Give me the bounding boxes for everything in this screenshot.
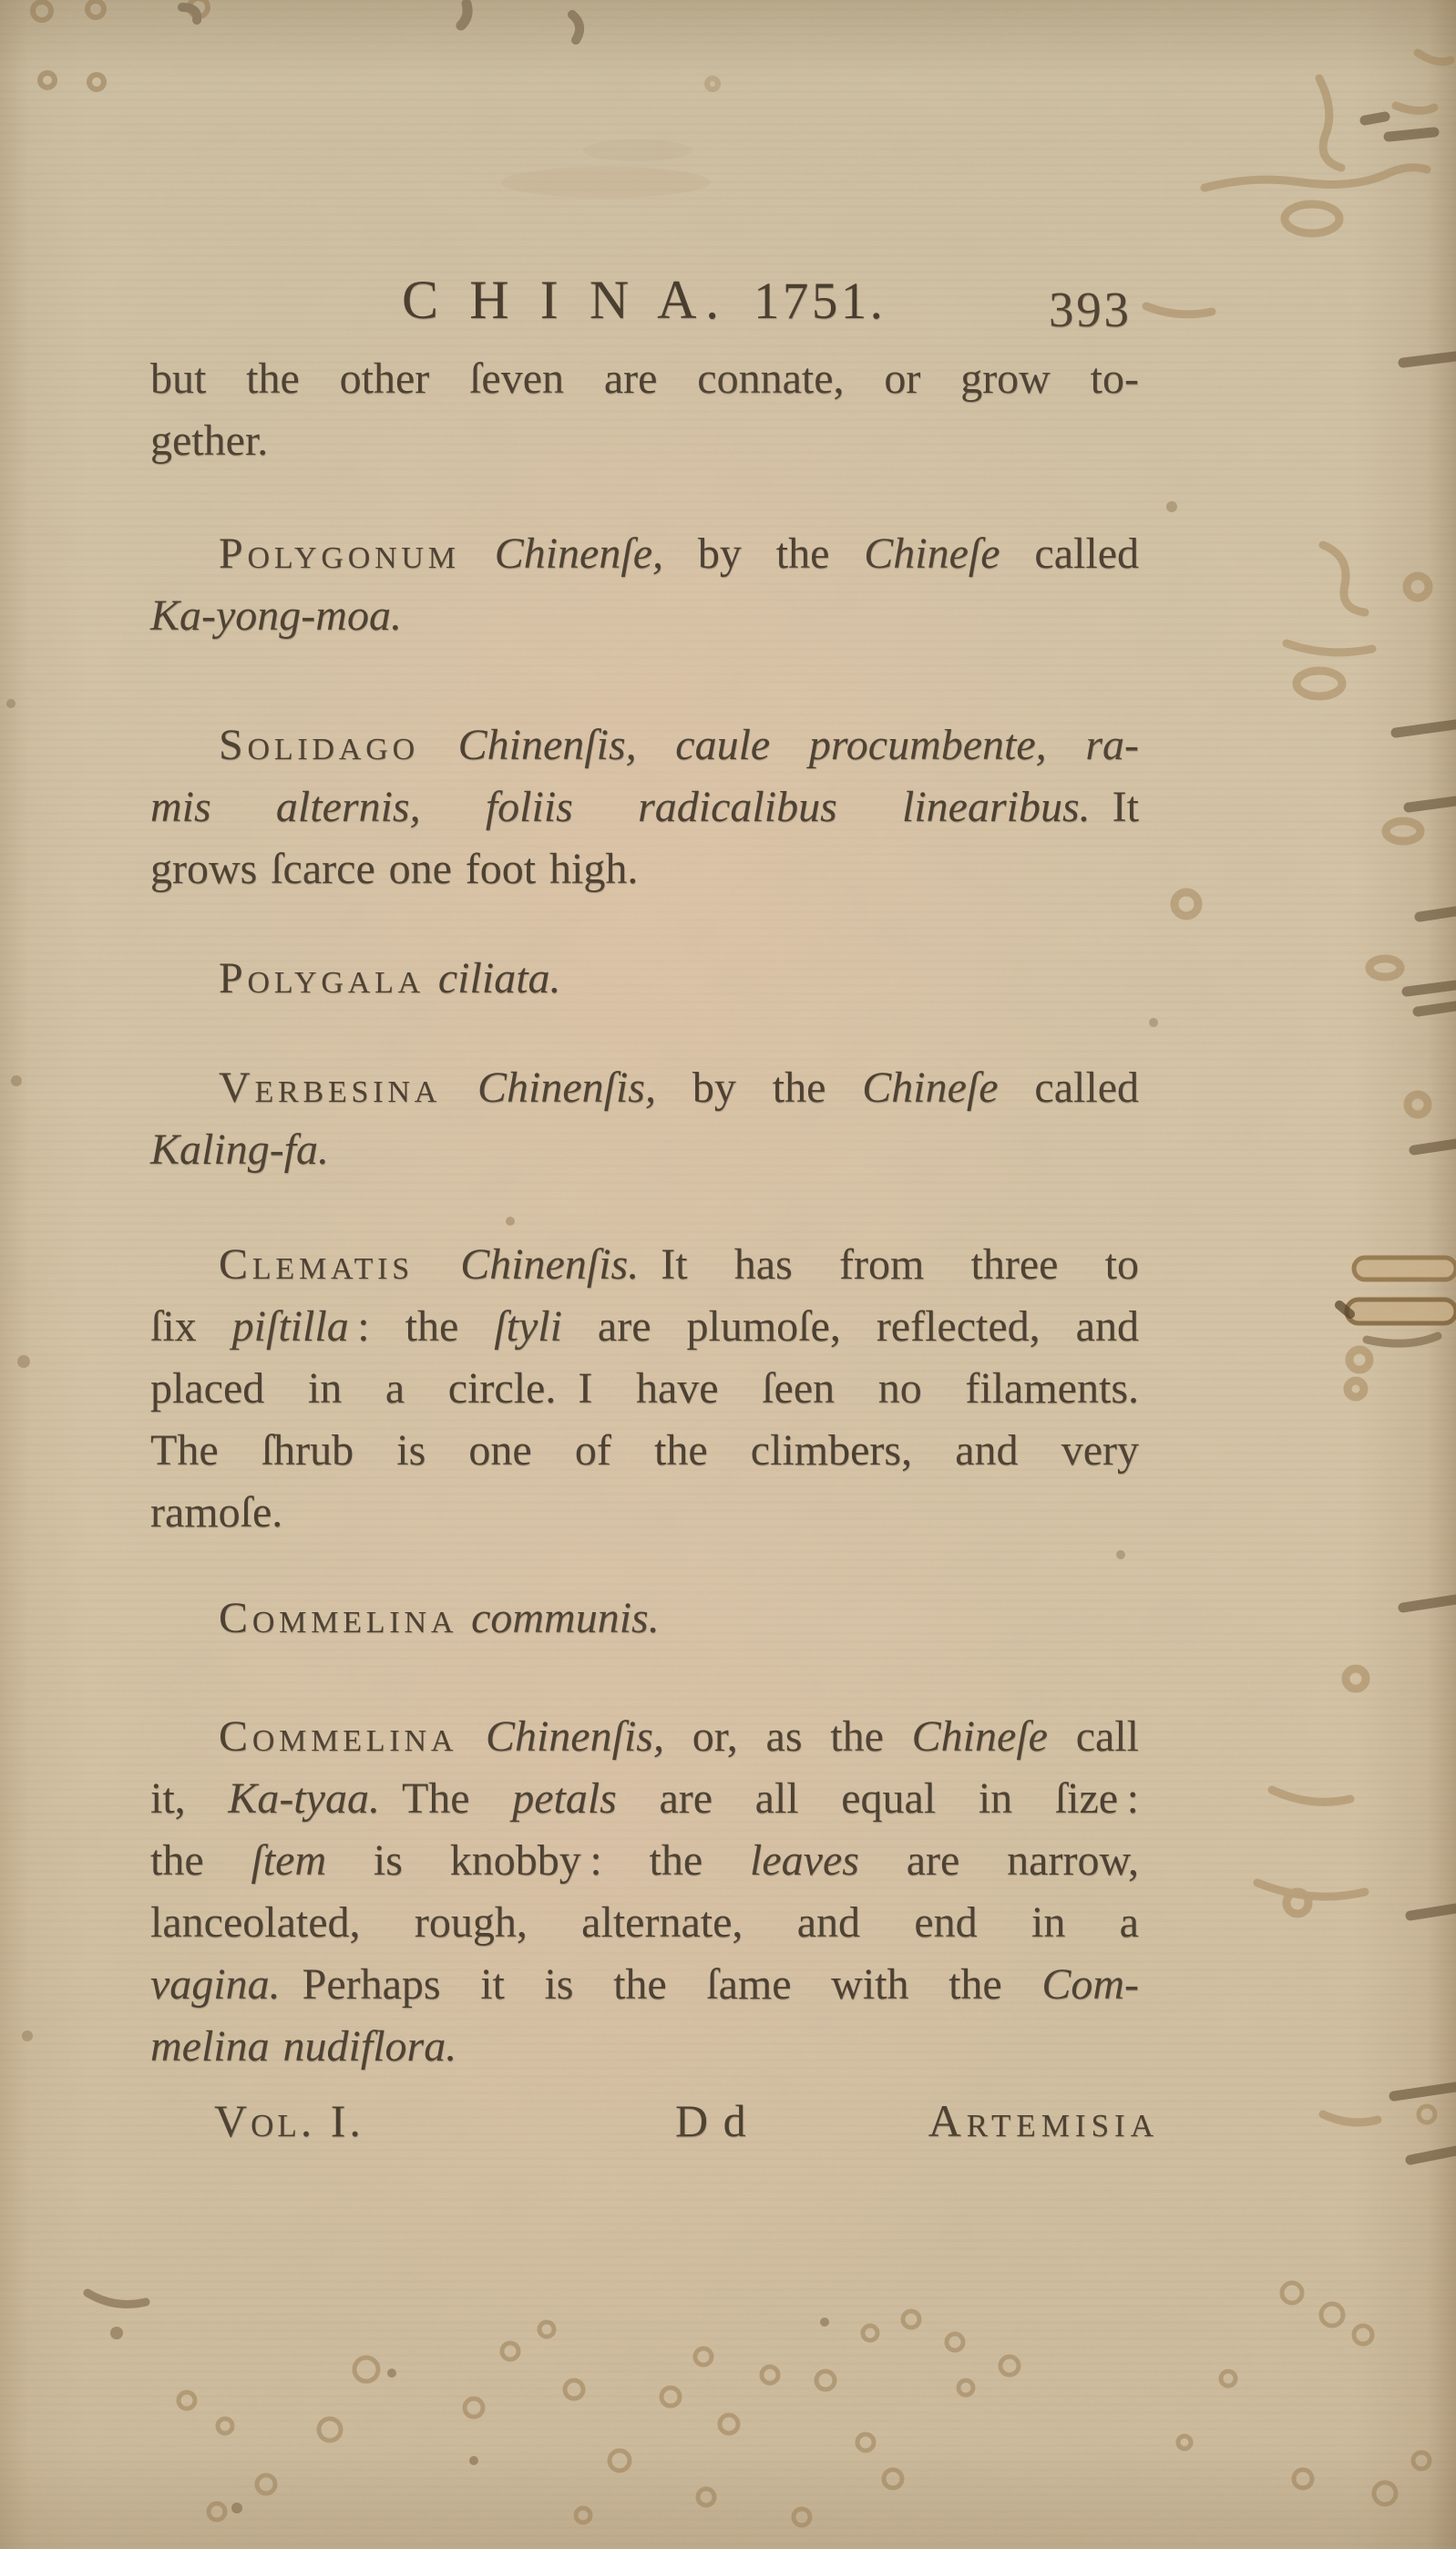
paragraph-solidago [150,714,1139,900]
text-segment: ſtyli [494,1302,562,1351]
text-line [150,1296,1139,1358]
text-segment: ramoſe. [150,1488,283,1537]
text-segment: are all equal in ſize : [616,1774,1139,1823]
bottom-droplet-stains [179,2106,1435,2525]
paragraph-connate [150,348,1139,472]
text-segment: communis. [457,1594,660,1642]
text-line [150,1119,1139,1181]
catchword: Artemisia [928,2095,1159,2146]
text-segment: The ſhrub is one of the climbers, and very [150,1426,1139,1475]
genus-name: Commelina [219,1594,458,1642]
text-segment: : the [348,1302,495,1351]
text-line [150,714,1139,776]
text-line [150,838,1139,900]
text-segment: Kaling-fa. [150,1125,330,1174]
running-title: C H I N A. [402,270,728,330]
text-segment: mis alternis, foliis radicalibus linearibus. [150,783,1091,831]
text-segment: call [1047,1712,1139,1761]
text-line [150,348,1139,410]
text-segment: leaves [750,1836,859,1885]
text-segment: Chinenſis. [413,1240,640,1289]
text-line [150,948,1139,1010]
text-segment: Chineſe [862,1064,999,1112]
text-line [150,1892,1139,1954]
text-segment: Chineſe [911,1712,1048,1761]
text-line [150,1588,1139,1650]
paragraph-polygala [150,948,1139,1010]
paragraph-verbesina [150,1057,1139,1181]
text-segment: Chinenſis, [441,1064,656,1112]
text-segment: but the other ſeven are connate, or grow to- [150,355,1139,403]
text-line [150,523,1139,585]
genus-name: Solidago [219,721,419,769]
text-segment: lanceolated, rough, alternate, and end in a [150,1898,1139,1947]
text-segment: called [998,1064,1140,1112]
text-segment: or, as the [663,1712,912,1761]
genus-name: Verbesina [219,1064,442,1112]
text-segment: Com- [1041,1960,1139,2009]
text-line [150,1954,1139,2016]
paragraph-commelina-chinensis [150,1706,1139,2078]
genus-name: Clematis [219,1240,414,1289]
page-number: 393 [1049,282,1132,337]
text-segment: by the [663,529,865,578]
text-segment: placed in a circle. I have ſeen no filaments. [150,1364,1139,1413]
text-segment: the [150,1836,251,1885]
text-segment: It has from three to [639,1240,1139,1289]
text-line [150,410,1139,472]
text-segment: Chinenſe, [459,529,663,578]
text-line [150,776,1139,838]
text-segment: grows ſcarce one foot high. [150,845,639,893]
text-line [150,2016,1139,2078]
text-segment: gether. [150,416,269,465]
text-segment: Ka-yong-moa. [150,591,402,640]
text-segment: Perhaps it is the ſame with the [280,1960,1042,2009]
text-segment: The [379,1774,513,1823]
text-line [150,1482,1139,1544]
text-segment: Chinenſis, caule procumbente, ra- [418,721,1139,769]
text-segment: petals [512,1774,617,1823]
text-line [150,1768,1139,1830]
text-segment: called [1000,529,1140,578]
text-line [150,1234,1139,1296]
text-line [150,1420,1139,1482]
text-segment: Chinenſis, [457,1712,664,1761]
text-line [150,1358,1139,1420]
text-line [150,585,1139,647]
text-segment: melina nudiflora. [150,2022,457,2071]
show-through-smudge [583,139,692,161]
signature-mark: D d [675,2095,748,2146]
genus-name: Commelina [219,1712,458,1761]
volume-label: Vol. I. [214,2095,364,2146]
text-segment: it, [150,1774,229,1823]
text-column [150,348,1139,2078]
right-squiggle-marks [1146,53,1451,2122]
text-segment: ſtem [251,1836,327,1885]
text-segment: are narrow, [858,1836,1139,1885]
text-segment: piſtilla [231,1302,349,1351]
blotch-marks [1339,1258,1456,1343]
header-year: 1751. [754,272,887,330]
page-header [150,269,1139,351]
paragraph-polygonum [150,523,1139,647]
text-segment: are plumoſe, reflected, and [561,1302,1139,1351]
bottom-left-mark [87,2293,146,2304]
bottom-dark-specks [110,2318,829,2513]
text-line [150,1057,1139,1119]
text-segment: by the [656,1064,863,1112]
genus-name: Polygala [219,954,425,1002]
top-edge-marks [33,0,718,89]
text-line [150,1706,1139,1768]
text-segment: is knobby : the [326,1836,750,1885]
text-segment: Ka-tyaa. [228,1774,380,1823]
page-footer [150,2089,1159,2162]
paragraph-commelina-communis [150,1588,1139,1650]
genus-name: Polygonum [219,529,460,578]
paragraph-clematis [150,1234,1139,1544]
text-segment: ciliata. [425,954,561,1002]
text-segment: Chineſe [864,529,1000,578]
text-segment: vagina. [150,1960,281,2009]
text-line [150,1830,1139,1892]
text-segment: ſix [150,1302,232,1351]
text-segment: It [1090,783,1139,831]
show-through-smudge [501,167,711,198]
right-edge-marks [1365,117,1456,2160]
